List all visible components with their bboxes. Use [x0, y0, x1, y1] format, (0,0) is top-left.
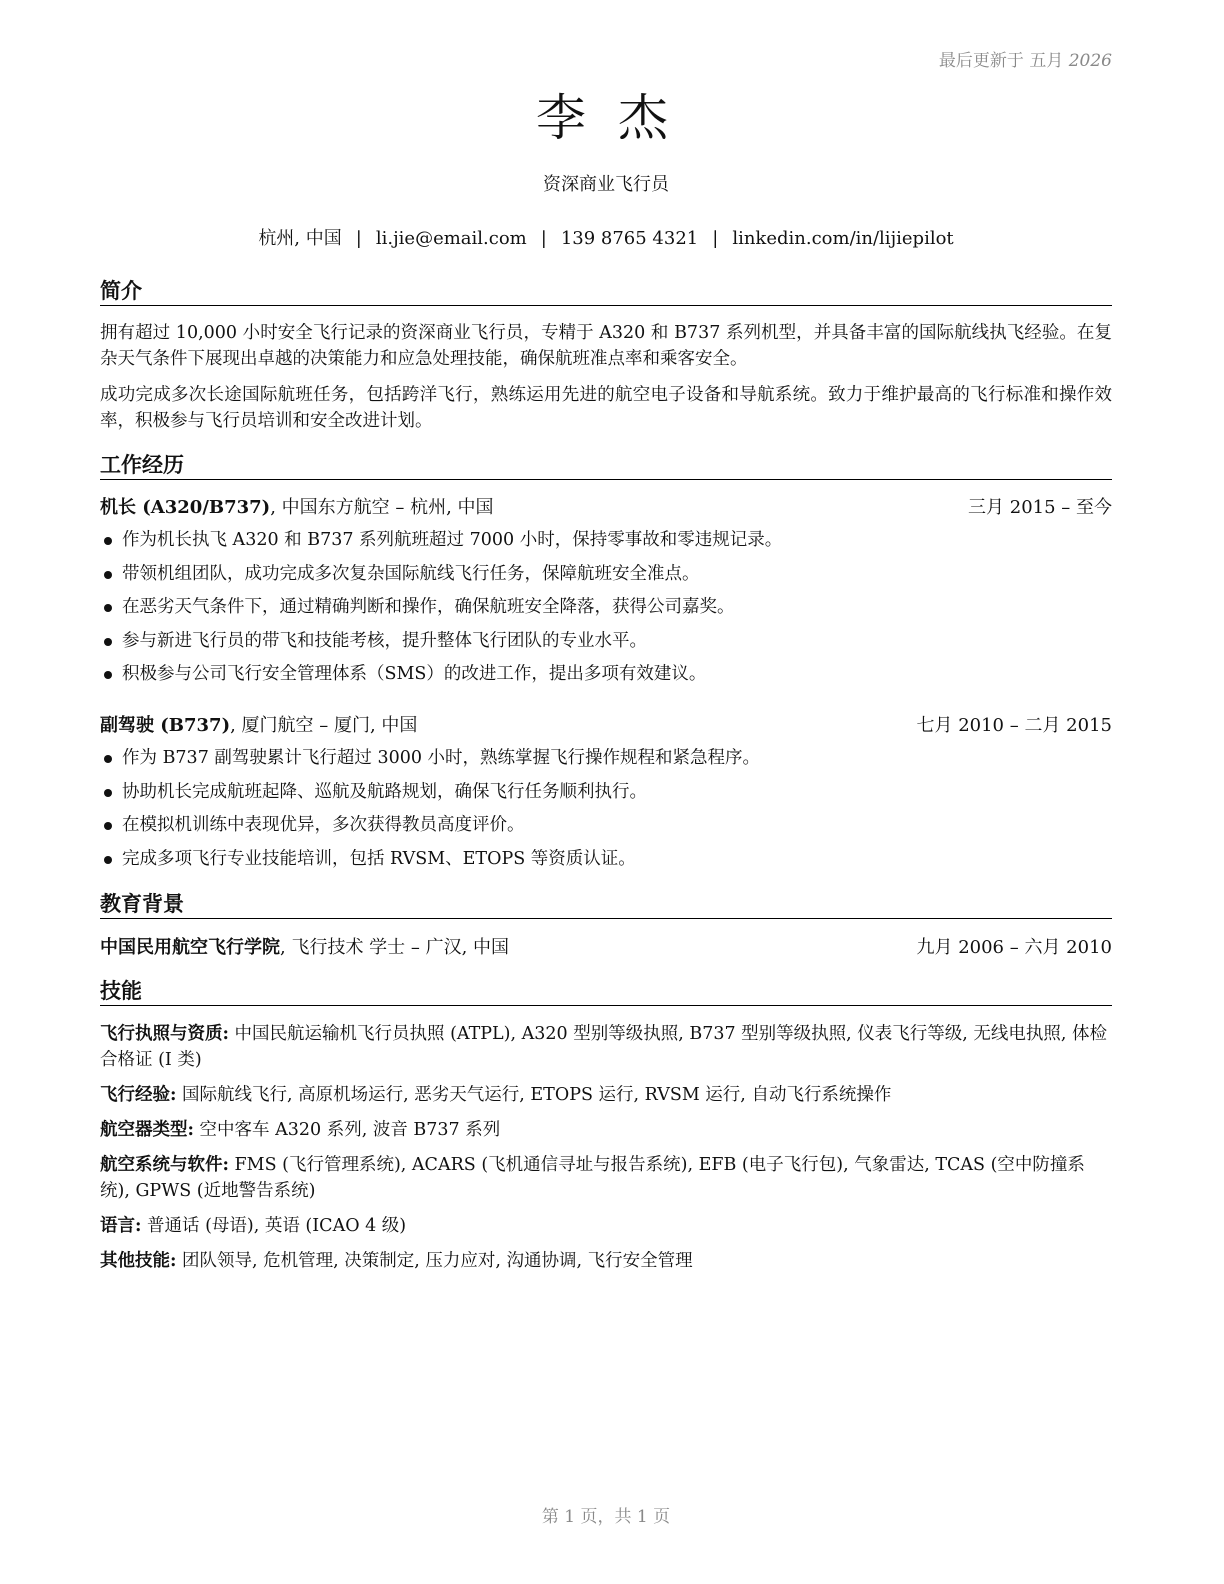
page-number: 第 1 页，共 1 页 [541, 1507, 671, 1527]
skill-value: 国际航线飞行, 高原机场运行, 恶劣天气运行, ETOPS 运行, RVSM 运行, 自动飞行系统操作 [176, 1085, 892, 1105]
candidate-name: 李 杰 [536, 89, 676, 147]
skill-key: 其他技能: [100, 1251, 177, 1271]
skill-value: 中国民航运输机飞行员执照 (ATPL), A320 型别等级执照, B737 型别等级执照, 仪表飞行等级, 无线电执照, 体检合格证 (I 类) [100, 1024, 1108, 1070]
job-header [100, 714, 1112, 738]
section-heading-experience: 工作经历 [100, 452, 1112, 480]
last-updated-year: 2026 [1068, 51, 1112, 71]
skill-value: 空中客车 A320 系列, 波音 B737 系列 [193, 1120, 501, 1140]
skill-value: 团队领导, 危机管理, 决策制定, 压力应对, 沟通协调, 飞行安全管理 [176, 1251, 693, 1271]
list-item: 参与新进飞行员的带飞和技能考核，提升整体飞行团队的专业水平。 [100, 629, 1112, 653]
list-item: 作为机长执飞 A320 和 B737 系列航班超过 7000 小时，保持零事故和零违规记录。 [100, 528, 1112, 552]
education-entry [100, 936, 1112, 960]
contact-separator: | [712, 228, 719, 249]
job-dates: 七月 2010 – 二月 2015 [916, 715, 1112, 736]
contact-separator: | [355, 228, 362, 249]
skill-row [100, 1117, 1112, 1143]
list-item: 协助机长完成航班起降、巡航及航路规划，确保飞行任务顺利执行。 [100, 780, 1112, 804]
job-role: 副驾驶 (B737) [100, 715, 231, 736]
resume-page [100, 0, 1112, 1584]
list-item: 在恶劣天气条件下，通过精确判断和操作，确保航班安全降落，获得公司嘉奖。 [100, 595, 1112, 619]
contact-location: 杭州, 中国 [258, 228, 342, 249]
list-item: 完成多项飞行专业技能培训，包括 RVSM、ETOPS 等资质认证。 [100, 847, 1112, 871]
skill-row [100, 1082, 1112, 1108]
skill-key: 飞行执照与资质: [100, 1024, 229, 1044]
skill-row [100, 1248, 1112, 1274]
section-heading-skills: 技能 [100, 978, 1112, 1006]
education-dates: 九月 2006 – 六月 2010 [916, 937, 1112, 958]
list-item: 带领机组团队，成功完成多次复杂国际航线飞行任务，保障航班安全准点。 [100, 562, 1112, 586]
list-item: 作为 B737 副驾驶累计飞行超过 3000 小时，熟练掌握飞行操作规程和紧急程序。 [100, 746, 1112, 770]
skill-row [100, 1213, 1112, 1239]
summary-paragraph: 拥有超过 10,000 小时安全飞行记录的资深商业飞行员，专精于 A320 和 B737 系列机型，并具备丰富的国际航线执飞经验。在复杂天气条件下展现出卓越的决策能力和应急处理技能，确保航班准点率和乘客安全。 [100, 323, 1112, 369]
job-bullets [100, 746, 1112, 880]
contact-line [100, 224, 1112, 250]
last-updated: 最后更新于 五月 2026 [938, 51, 1112, 71]
skill-key: 航空器类型: [100, 1120, 194, 1140]
job-header [100, 496, 1112, 520]
section-heading-summary: 简介 [100, 278, 1112, 306]
skill-key: 飞行经验: [100, 1085, 177, 1105]
contact-phone: 139 8765 4321 [560, 228, 699, 249]
skill-row [100, 1152, 1112, 1204]
education-detail: , 飞行技术 学士 – 广汉, 中国 [280, 937, 510, 958]
job-role: 机长 (A320/B737) [100, 497, 271, 518]
candidate-title: 资深商业飞行员 [543, 174, 669, 195]
skill-key: 航空系统与软件: [100, 1155, 229, 1175]
summary-paragraph: 成功完成多次长途国际航班任务，包括跨洋飞行，熟练运用先进的航空电子设备和导航系统。致力于维护最高的飞行标准和操作效率，积极参与飞行员培训和安全改进计划。 [100, 385, 1112, 431]
job-dates: 三月 2015 – 至今 [968, 497, 1112, 518]
contact-separator: | [540, 228, 547, 249]
skill-value: FMS (飞行管理系统), ACARS (飞机通信寻址与报告系统), EFB (电子飞行包), 气象雷达, TCAS (空中防撞系统), GPWS (近地警告系统) [100, 1155, 1085, 1201]
skill-key: 语言: [100, 1216, 142, 1236]
contact-email[interactable]: li.jie@email.com [375, 228, 527, 249]
job-bullets [100, 528, 1112, 696]
list-item: 在模拟机训练中表现优异，多次获得教员高度评价。 [100, 813, 1112, 837]
skill-row [100, 1021, 1112, 1073]
contact-linkedin[interactable]: linkedin.com/in/lijiepilot [732, 228, 954, 249]
job-org: , 厦门航空 – 厦门, 中国 [230, 715, 418, 736]
job-org: , 中国东方航空 – 杭州, 中国 [270, 497, 494, 518]
skill-value: 普通话 (母语), 英语 (ICAO 4 级) [141, 1216, 407, 1236]
list-item: 积极参与公司飞行安全管理体系（SMS）的改进工作，提出多项有效建议。 [100, 662, 1112, 686]
education-school: 中国民用航空飞行学院 [100, 937, 280, 958]
section-heading-education: 教育背景 [100, 891, 1112, 919]
